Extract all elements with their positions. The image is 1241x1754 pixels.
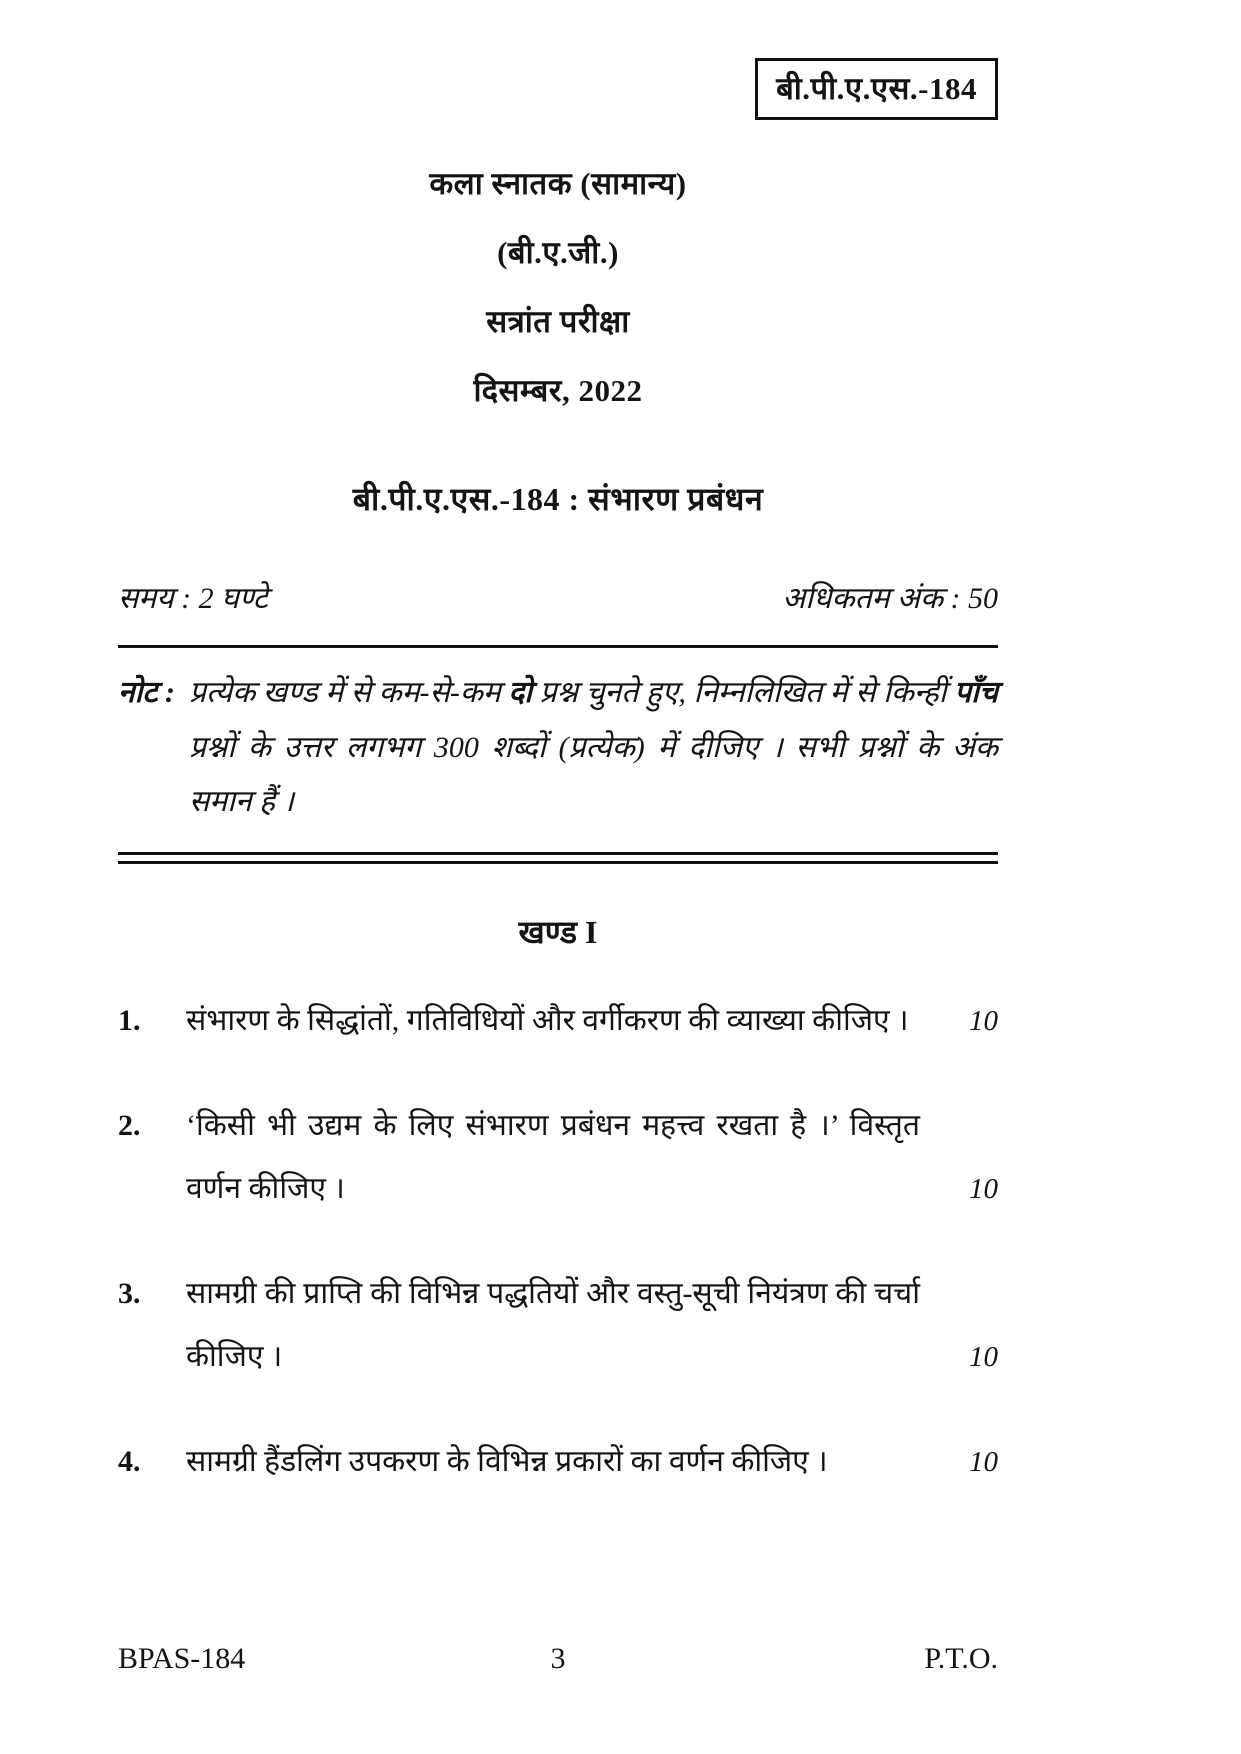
- section-heading: खण्ड I: [518, 913, 598, 950]
- course-title: बी.पी.ए.एस.-184 : संभारण प्रबंधन: [352, 481, 764, 517]
- meta-row: [118, 576, 998, 617]
- exam-session-title: सत्रांत परीक्षा: [486, 304, 630, 339]
- question-number: 1.: [118, 1003, 141, 1037]
- question-4: [118, 1430, 998, 1493]
- question-text: सामग्री की प्राप्ति की विभिन्न पद्धतियों और वस्तु-सूची नियंत्रण की चर्चा कीजिए ।: [186, 1276, 920, 1373]
- paper-code-row: [118, 58, 998, 120]
- exam-date: दिसम्बर, 2022: [473, 373, 643, 408]
- question-number: 3.: [118, 1276, 141, 1310]
- question-1: [118, 989, 998, 1052]
- divider-double-rule: [118, 852, 998, 864]
- note-seg-3: प्रश्नों के उत्तर लगभग 300 शब्दों (प्रत्येक) में दीजिए । सभी प्रश्नों के अंक समान हैं ।: [189, 730, 998, 819]
- paper-code-box: बी.पी.ए.एस.-184: [755, 58, 998, 120]
- question-marks: 10: [969, 1340, 998, 1373]
- question-text: ‘किसी भी उद्यम के लिए संभारण प्रबंधन महत्त्व रखता है ।’ विस्तृत वर्णन कीजिए ।: [186, 1108, 920, 1205]
- question-marks: 10: [969, 1445, 998, 1478]
- note-bold-1: दो: [508, 676, 533, 709]
- maximum-marks: अधिकतम अंक : 50: [782, 582, 998, 615]
- footer-paper-code: BPAS-184: [118, 1642, 246, 1675]
- footer-page-number: 3: [550, 1642, 566, 1675]
- footer-pto: P.T.O.: [924, 1642, 998, 1675]
- question-3: [118, 1262, 998, 1388]
- page-content: [118, 58, 998, 1535]
- note-seg-2: प्रश्न चुनते हुए, निम्नलिखित में से किन्हीं: [532, 676, 955, 709]
- question-text: सामग्री हैंडलिंग उपकरण के विभिन्न प्रकारों का वर्णन कीजिए ।: [186, 1444, 828, 1478]
- question-marks: 10: [969, 1172, 998, 1205]
- question-marks: 10: [969, 1004, 998, 1037]
- note-seg-1: प्रत्येक खण्ड में से कम-से-कम: [189, 676, 509, 709]
- note-block: [118, 648, 998, 852]
- programme-title: कला स्नातक (सामान्य): [429, 166, 687, 201]
- note-text: [189, 666, 998, 830]
- header-title-block: [118, 162, 998, 411]
- question-text: संभारण के सिद्धांतों, गतिविधियों और वर्गीकरण की व्याख्या कीजिए ।: [186, 1003, 909, 1037]
- time-allowed: समय : 2 घण्टे: [118, 582, 268, 615]
- question-2: [118, 1094, 998, 1220]
- note-label: नोट :: [118, 676, 176, 709]
- question-number: 2.: [118, 1108, 141, 1142]
- question-number: 4.: [118, 1444, 141, 1478]
- note-bold-2: पाँच: [954, 676, 999, 709]
- programme-code: (बी.ए.जी.): [497, 235, 619, 270]
- page-footer: [118, 1642, 998, 1676]
